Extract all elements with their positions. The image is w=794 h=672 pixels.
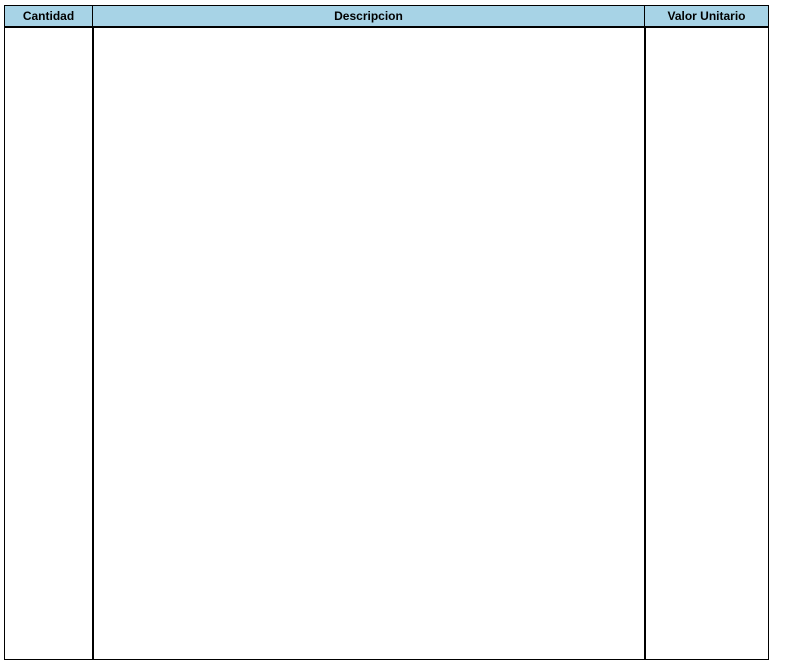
cell-cantidad-area xyxy=(5,27,93,660)
cell-valor-unitario-area xyxy=(645,27,769,660)
column-header-valor-unitario: Valor Unitario xyxy=(645,6,769,28)
column-header-descripcion: Descripcion xyxy=(93,6,645,28)
column-header-cantidad: Cantidad xyxy=(5,6,93,28)
invoice-items-table xyxy=(4,5,769,660)
table-row-empty xyxy=(5,27,769,660)
table-body xyxy=(5,27,769,660)
cell-descripcion-area xyxy=(93,27,645,660)
table-header xyxy=(5,6,769,28)
header-row xyxy=(5,6,769,28)
